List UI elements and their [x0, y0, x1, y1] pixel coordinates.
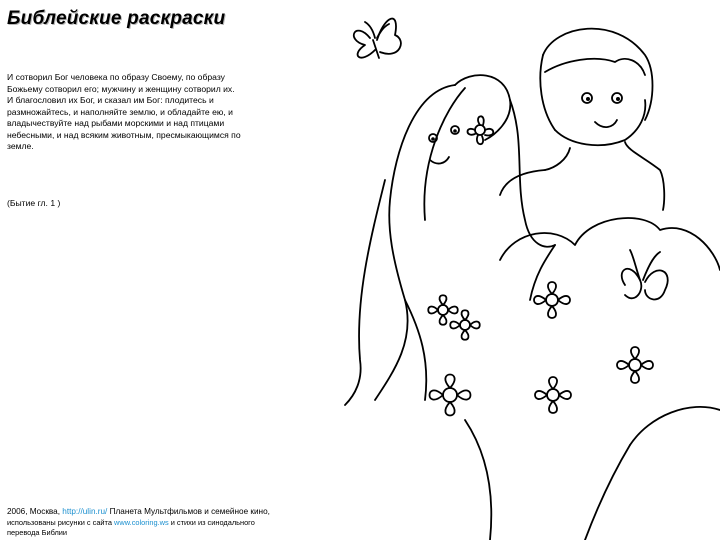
hair-flower-icon	[468, 116, 494, 144]
verse-paragraph-1: И сотворил Бог человека по образу Своему, по образу Божьему сотворил его; мужчину и женщину сотворил их.	[7, 72, 235, 94]
verse-reference: (Бытие гл. 1 )	[7, 198, 61, 208]
footer-line-1-prefix: 2006, Москва,	[7, 507, 63, 516]
eve-figure	[345, 75, 555, 405]
coloring-illustration	[315, 0, 720, 540]
bush-shape	[465, 218, 720, 540]
footer-line-2-prefix: использованы рисунки с сайта	[7, 517, 115, 527]
footer-line-1-suffix: Планета Мультфильмов и семейное кино,	[107, 507, 270, 516]
footer-line-1	[7, 507, 317, 518]
coloring-link[interactable]: www.coloring.ws	[114, 517, 169, 527]
footer-line-3: перевода Библии	[7, 528, 68, 537]
footer-line-2-suffix: и стихи из синодального	[168, 517, 255, 527]
adam-and-eve-drawing	[315, 0, 720, 540]
butterfly-right-icon	[622, 250, 668, 299]
ulin-link[interactable]: http://ulin.ru/	[62, 507, 108, 516]
footer-line-2	[7, 518, 317, 529]
adam-figure	[500, 29, 664, 210]
page-title: Библейские раскраски	[7, 8, 226, 29]
butterfly-icon	[354, 19, 401, 58]
flowers-group	[428, 282, 653, 416]
footer-credits	[7, 507, 317, 539]
verse-paragraph-2: И благословил их Бог, и сказал им Бог: плодитесь и размножайтесь, и наполняйте землю, и обладайте ею, и владычествуйте над рыбами морскими и над птицами небесными, и над всяким животным, пресмыкающимся по земле.	[7, 95, 241, 151]
bible-verse	[7, 72, 247, 153]
